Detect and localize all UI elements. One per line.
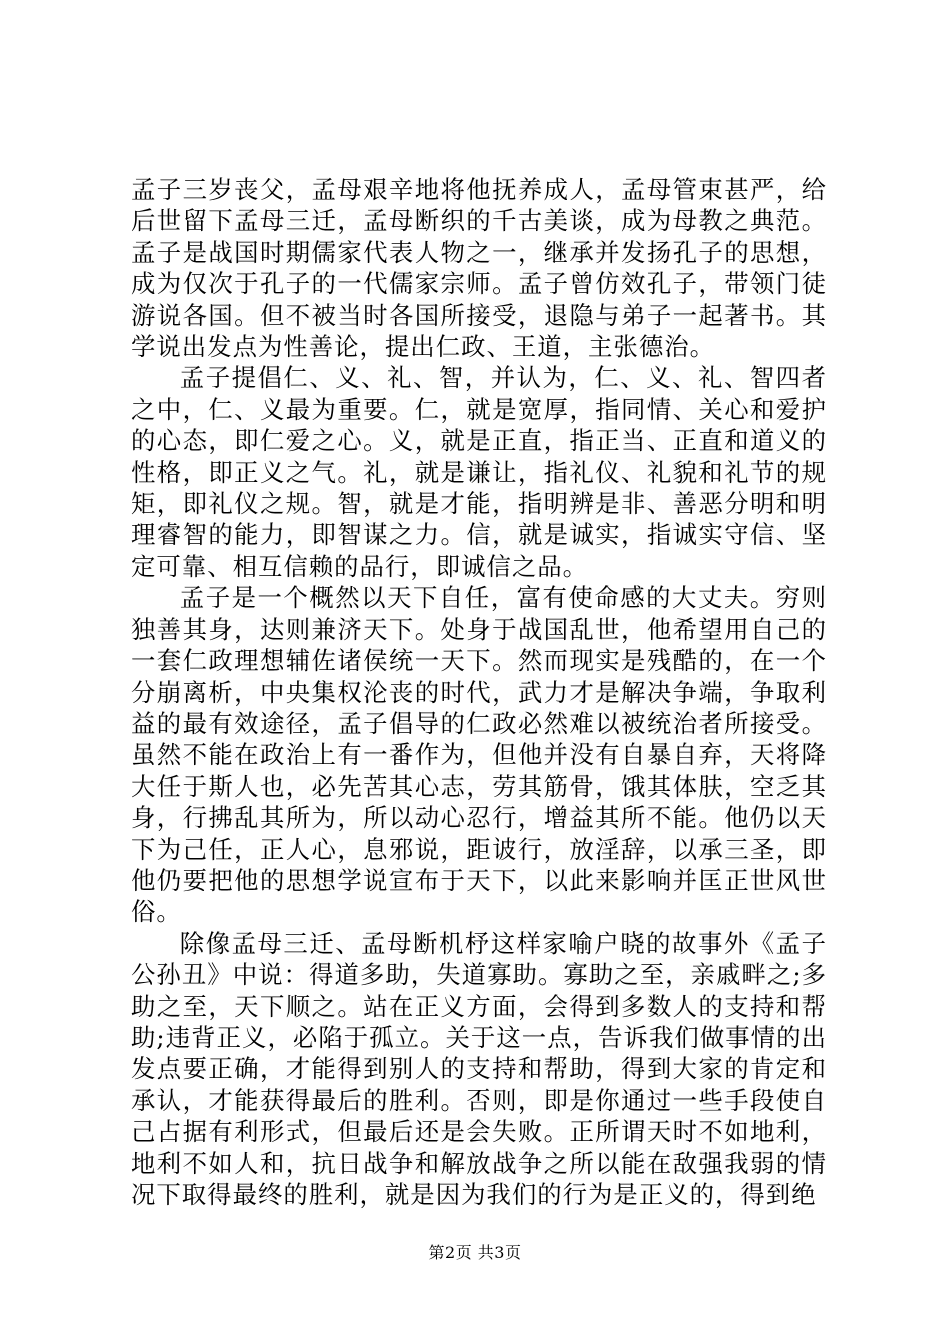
paragraph-2: 孟子提倡仁、义、礼、智，并认为，仁、义、礼、智四者之中，仁、义最为重要。仁，就是宽厚，指同情、关心和爱护的心态，即仁爱之心。义，就是正直，指正当、正直和道义的性格，即正义之气。礼，就是谦让，指礼仪、礼貌和礼节的规矩，即礼仪之规。智，就是才能，指明辨是非、善恶分明和明理睿智的能力，即智谋之力。信，就是诚实，指诚实守信、坚定可靠、相互信赖的品行，即诚信之品。 [131,363,827,581]
page-number-footer: 第2页 共3页 [428,1243,522,1262]
document-body [131,174,827,1210]
paragraph-1: 孟子三岁丧父，孟母艰辛地将他抚养成人，孟母管束甚严，给后世留下孟母三迁，孟母断织的千古美谈，成为母教之典范。孟子是战国时期儒家代表人物之一，继承并发扬孔子的思想，成为仅次于孔子的一代儒家宗师。孟子曾仿效孔子，带领门徒游说各国。但不被当时各国所接受，退隐与弟子一起著书。其学说出发点为性善论，提出仁政、王道，主张德治。 [131,175,827,362]
paragraph-3: 孟子是一个概然以天下自任，富有使命感的大丈夫。穷则独善其身，达则兼济天下。处身于战国乱世，他希望用自己的一套仁政理想辅佐诸侯统一天下。然而现实是残酷的，在一个分崩离析，中央集权沦丧的时代，武力才是解决争端，争取利益的最有效途径，孟子倡导的仁政必然难以被统治者所接受。虽然不能在政治上有一番作为，但他并没有自暴自弃，天将降大任于斯人也，必先苦其心志，劳其筋骨，饿其体肤，空乏其身，行拂乱其所为，所以动心忍行，增益其所不能。他仍以天下为己任，正人心，息邪说，距诐行，放淫辞，以承三圣，即他仍要把他的思想学说宣布于天下，以此来影响并匡正世风世俗。 [131,583,827,927]
paragraph-4: 除像孟母三迁、孟母断机杼这样家喻户晓的故事外《孟子公孙丑》中说：得道多助，失道寡助。寡助之至，亲戚畔之;多助之至，天下顺之。站在正义方面，会得到多数人的支持和帮助;违背正义，必陷于孤立。关于这一点，告诉我们做事情的出发点要正确，才能得到别人的支持和帮助，得到大家的肯定和承认，才能获得最后的胜利。否则，即是你通过一些手段使自己占据有利形式，但最后还是会失败。正所谓天时不如地利，地利不如人和，抗日战争和解放战争之所以能在敌强我弱的情况下取得最终的胜利，就是因为我们的行为是正义的，得到绝 [131,928,827,1209]
